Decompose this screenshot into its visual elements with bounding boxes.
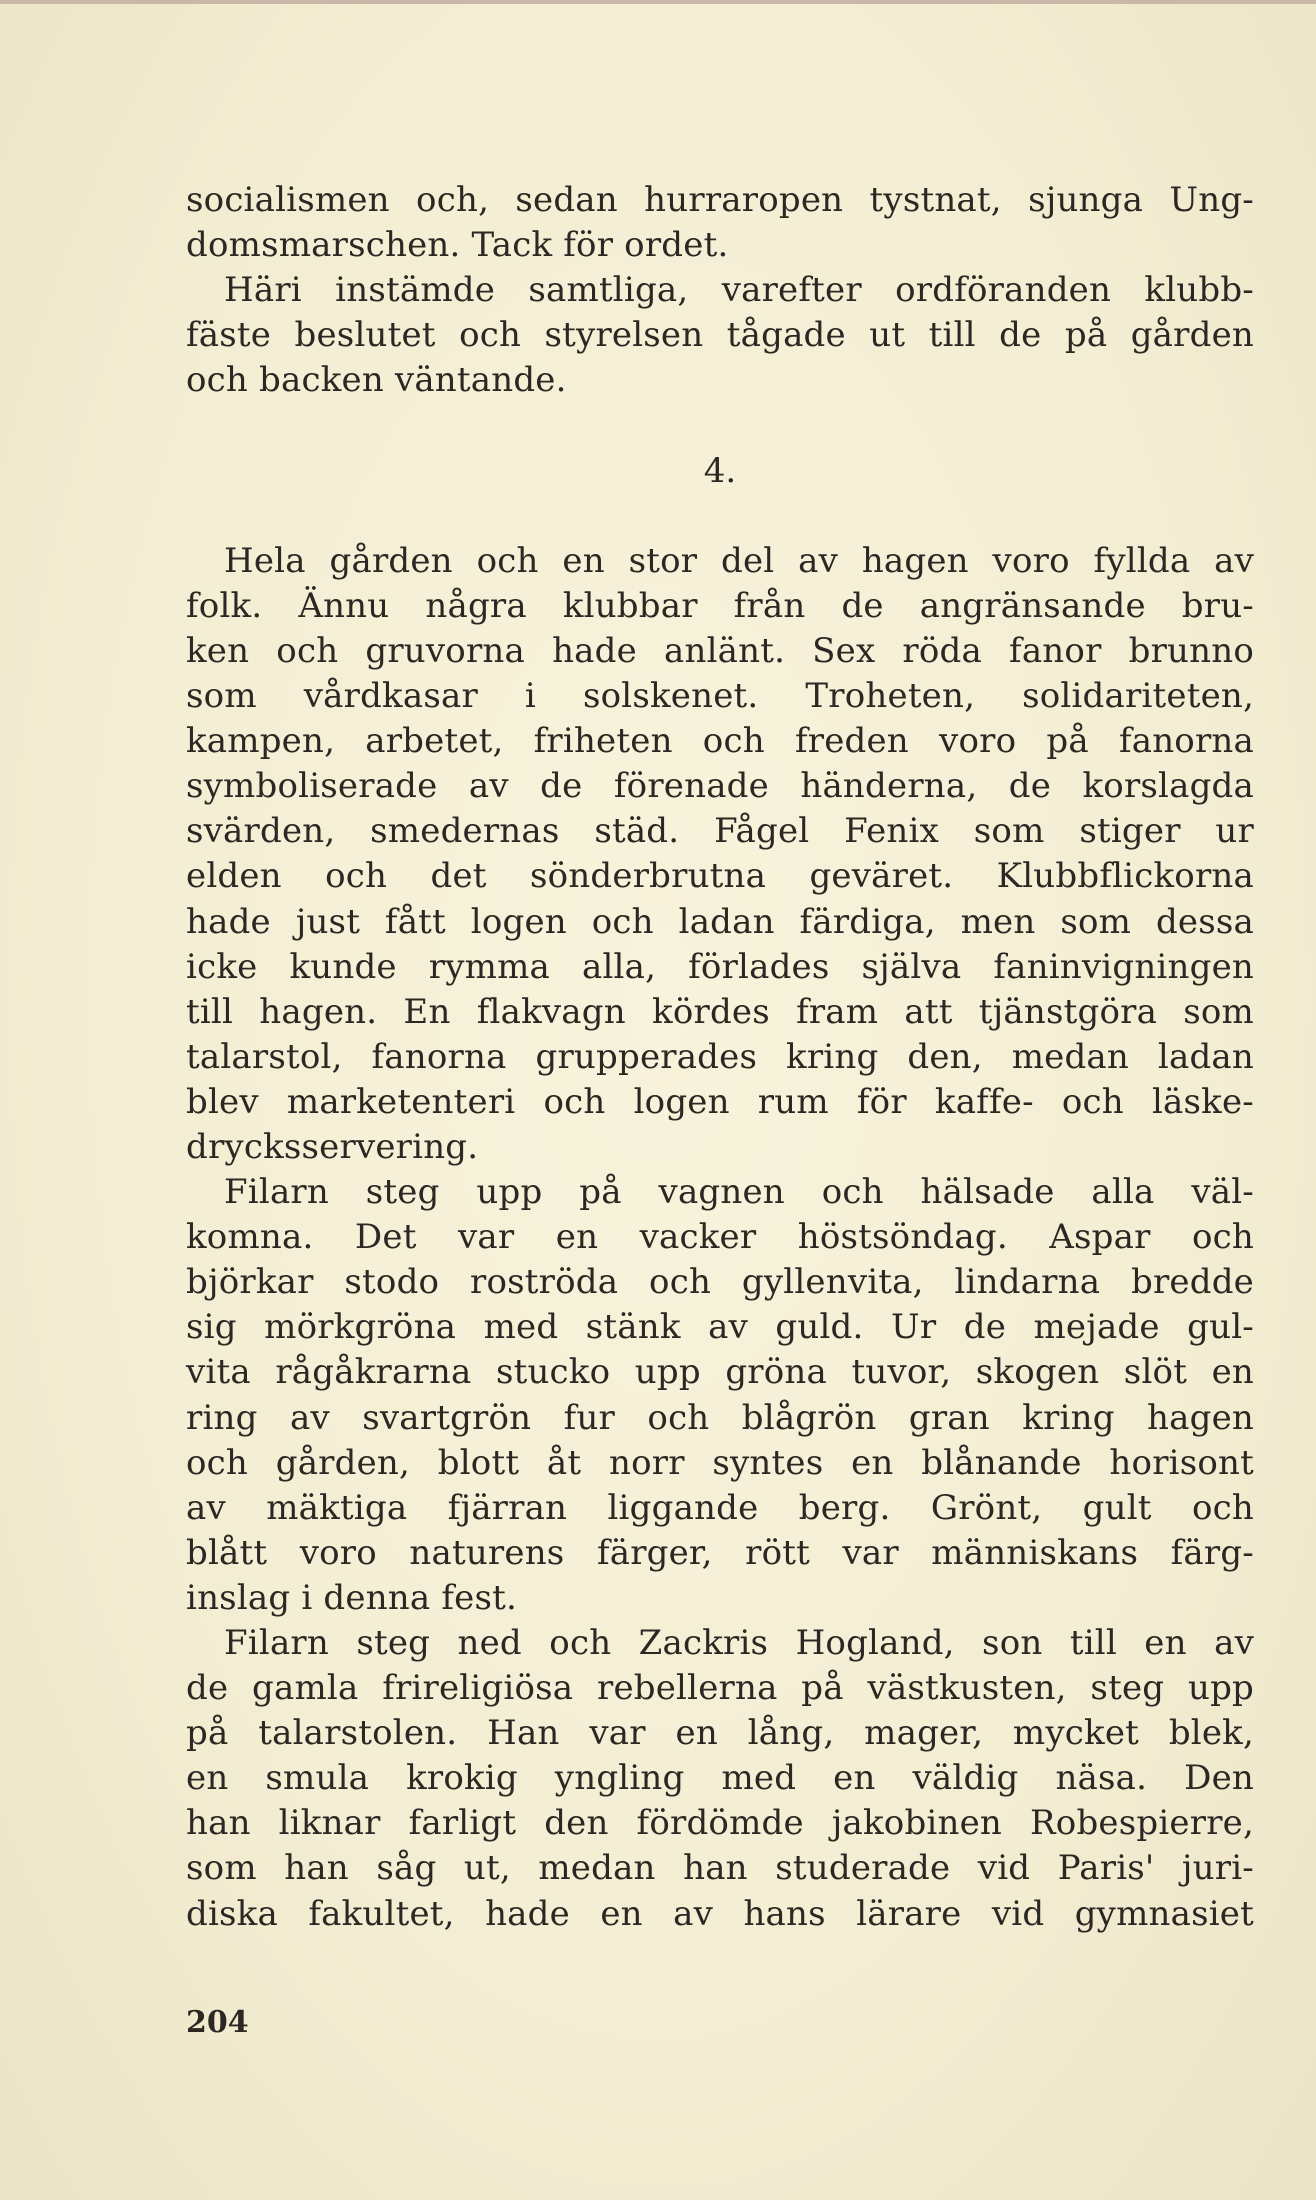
text-line: diska fakultet, hade en av hans lärare vid gymnasiet — [186, 1893, 1254, 1934]
text-line: ring av svartgrön fur och blågrön gran kring hagen — [186, 1397, 1254, 1438]
paragraph — [186, 1621, 1254, 1937]
text-line: Häri instämde samtliga, varefter ordföranden klubb- — [224, 270, 1254, 311]
body-text — [186, 178, 1254, 1937]
page-number: 204 — [186, 2005, 249, 2040]
text-line: socialismen och, sedan hurraropen tystnat, sjunga Ung- — [186, 180, 1254, 220]
page-top-edge — [0, 0, 1316, 4]
text-line: ken och gruvorna hade anlänt. Sex röda fanor brunno — [186, 630, 1254, 671]
text-line: domsmarschen. Tack för ordet. — [186, 225, 729, 266]
text-line: björkar stodo roströda och gyllenvita, lindarna bredde — [186, 1262, 1254, 1303]
paragraph — [186, 268, 1254, 403]
text-line: icke kunde rymma alla, förlades själva faninvigningen — [186, 946, 1254, 987]
text-line: Filarn steg ned och Zackris Hogland, son till en av — [224, 1623, 1254, 1663]
text-line: hade just fått logen och ladan färdiga, men som dessa — [186, 901, 1254, 942]
text-line: de gamla frireligiösa rebellerna på västkusten, steg upp — [186, 1668, 1254, 1709]
text-line: vita rågåkrarna stucko upp gröna tuvor, skogen slöt en — [186, 1352, 1254, 1393]
text-line: till hagen. En flakvagn kördes fram att tjänstgöra som — [186, 991, 1254, 1032]
text-line: han liknar farligt den fördömde jakobinen Robespierre, — [186, 1803, 1254, 1844]
text-line: fäste beslutet och styrelsen tågade ut till de på gården — [186, 315, 1254, 356]
paragraph — [186, 178, 1254, 268]
text-line: och backen väntande. — [186, 360, 567, 401]
text-line: Filarn steg upp på vagnen och hälsade alla väl- — [224, 1172, 1254, 1213]
section-heading: 4. — [703, 450, 737, 491]
text-line: som han såg ut, medan han studerade vid Paris' juri- — [186, 1848, 1254, 1889]
text-line: symboliserade av de förenade händerna, de korslagda — [186, 766, 1254, 807]
spacer — [186, 403, 1254, 448]
text-line: en smula krokig yngling med en väldig näsa. Den — [186, 1758, 1254, 1799]
text-line: blått voro naturens färger, rött var människans färg- — [186, 1532, 1254, 1573]
text-line: på talarstolen. Han var en lång, mager, mycket blek, — [186, 1713, 1254, 1754]
text-line: inslag i denna fest. — [186, 1577, 518, 1618]
text-line: talarstol, fanorna grupperades kring den, medan ladan — [186, 1036, 1254, 1077]
text-line: sig mörkgröna med stänk av guld. Ur de mejade gul- — [186, 1307, 1254, 1348]
paragraph — [186, 1170, 1254, 1621]
text-line: blev marketenteri och logen rum för kaffe- och läske- — [186, 1081, 1254, 1122]
text-line: drycksservering. — [186, 1126, 479, 1167]
paragraph — [186, 539, 1254, 1170]
text-line: som vårdkasar i solskenet. Troheten, solidariteten, — [186, 676, 1254, 717]
text-line: folk. Ännu några klubbar från de angränsande bru- — [186, 585, 1254, 626]
text-line: svärden, smedernas städ. Fågel Fenix som stiger ur — [186, 811, 1254, 852]
text-line: elden och det sönderbrutna geväret. Klubbflickorna — [186, 856, 1254, 897]
text-line: komna. Det var en vacker höstsöndag. Aspar och — [186, 1217, 1254, 1258]
text-line: Hela gården och en stor del av hagen voro fyllda av — [224, 540, 1254, 581]
spacer — [186, 494, 1254, 539]
text-line: och gården, blott åt norr syntes en blånande horisont — [186, 1442, 1254, 1483]
text-line: kampen, arbetet, friheten och freden voro på fanorna — [186, 721, 1254, 762]
text-line: av mäktiga fjärran liggande berg. Grönt, gult och — [186, 1487, 1254, 1528]
